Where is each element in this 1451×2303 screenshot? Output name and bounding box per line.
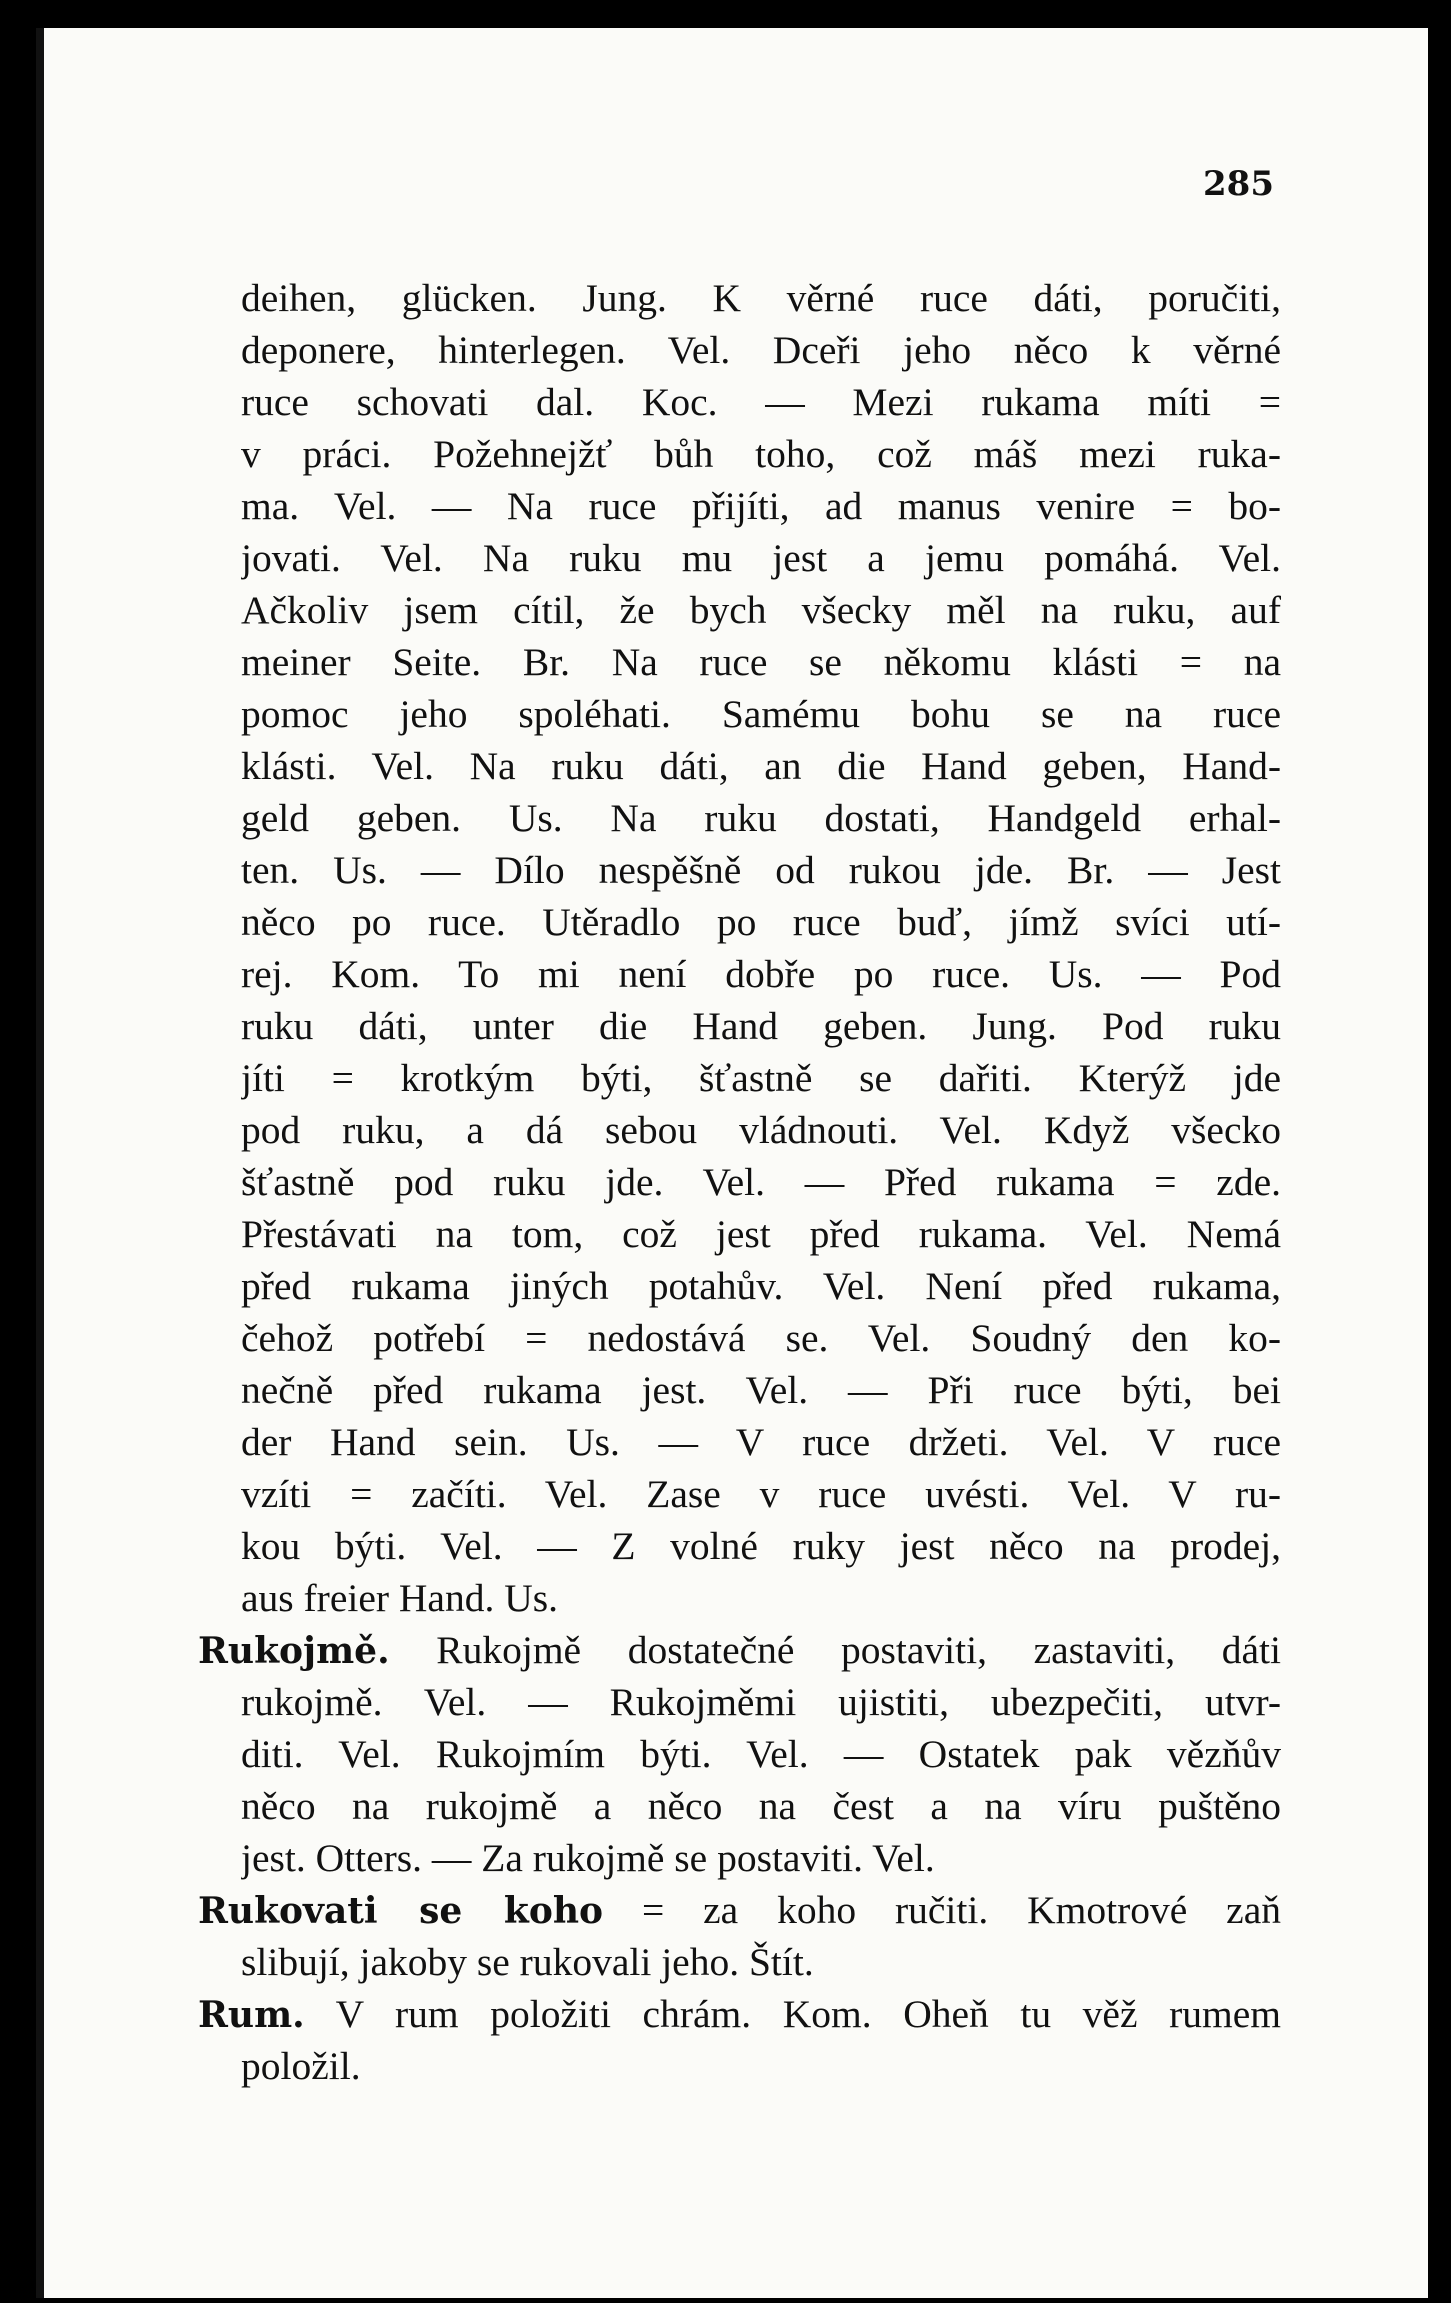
text-line: v práci. Požehnejžť bůh toho, což máš mezi ruka- [241, 432, 1281, 476]
entry-rum [198, 1988, 1281, 2092]
entry-first-line-text: V rum položiti chrám. Kom. Oheň tu věž rumem [335, 1992, 1281, 2036]
entry-first-line-text: Rukojmě dostatečné postaviti, zastaviti, dáti [436, 1628, 1281, 1672]
text-line: slibují, jakoby se rukovali jeho. Štít. [241, 1940, 814, 1984]
text-line: něco po ruce. Utěradlo po ruce buď, jímž svíci utí- [241, 900, 1281, 944]
text-line: Přestávati na tom, což jest před rukama. Vel. Nemá [241, 1212, 1281, 1256]
headword: Rum. [198, 1994, 305, 2036]
text-line: meiner Seite. Br. Na ruce se někomu klásti = na [241, 640, 1281, 684]
book-page [36, 28, 1428, 2298]
text-line: jest. Otters. — Za rukojmě se postaviti. Vel. [241, 1836, 935, 1880]
text-line: Ačkoliv jsem cítil, že bych všecky měl na ruku, auf [241, 588, 1281, 632]
entry-first-line [198, 1884, 1281, 1936]
text-line: ma. Vel. — Na ruce přijíti, ad manus venire = bo- [241, 484, 1281, 528]
entry-first-line-text: = za koho ručiti. Kmotrové zaň [641, 1888, 1281, 1932]
entry-first-line [198, 1988, 1281, 2040]
text-line: jíti = krotkým býti, šťastně se dařiti. Kterýž jde [241, 1056, 1281, 1100]
text-line: pod ruku, a dá sebou vládnouti. Vel. Když všecko [241, 1108, 1281, 1152]
text-line: der Hand sein. Us. — V ruce držeti. Vel. V ruce [241, 1420, 1281, 1464]
text-line: ten. Us. — Dílo nespěšně od rukou jde. Br. — Jest [241, 848, 1281, 892]
text-line: aus freier Hand. Us. [241, 1576, 558, 1620]
entry-rukovati [198, 1884, 1281, 1988]
text-line: kou býti. Vel. — Z volné ruky jest něco na prodej, [241, 1524, 1281, 1568]
text-line: ruce schovati dal. Koc. — Mezi rukama míti = [241, 380, 1281, 424]
text-line: čehož potřebí = nedostává se. Vel. Soudný den ko- [241, 1316, 1281, 1360]
text-line: diti. Vel. Rukojmím býti. Vel. — Ostatek pak vězňův [241, 1732, 1281, 1776]
entry-rukojme [198, 1624, 1281, 1884]
headword: Rukojmě. [198, 1630, 390, 1672]
text-line: vzíti = začíti. Vel. Zase v ruce uvésti. Vel. V ru- [241, 1472, 1281, 1516]
page-number: 285 [1203, 164, 1274, 204]
text-line: položil. [241, 2044, 361, 2088]
text-line: před rukama jiných potahův. Vel. Není před rukama, [241, 1264, 1281, 1308]
text-line: deihen, glücken. Jung. K věrné ruce dáti, poručiti, [241, 276, 1281, 320]
dictionary-text [198, 272, 1281, 2092]
text-line: nečně před rukama jest. Vel. — Při ruce býti, bei [241, 1368, 1281, 1412]
entry-first-line [198, 1624, 1281, 1676]
text-line: rukojmě. Vel. — Rukojměmi ujistiti, ubezpečiti, utvr- [241, 1680, 1281, 1724]
text-line: šťastně pod ruku jde. Vel. — Před rukama = zde. [241, 1160, 1281, 1204]
text-line: deponere, hinterlegen. Vel. Dceři jeho něco k věrné [241, 328, 1281, 372]
page-edge-shadow [36, 28, 44, 2298]
text-line: ruku dáti, unter die Hand geben. Jung. Pod ruku [241, 1004, 1281, 1048]
text-line: rej. Kom. To mi není dobře po ruce. Us. — Pod [241, 952, 1281, 996]
headword: Rukovati se koho [198, 1890, 604, 1932]
text-line: klásti. Vel. Na ruku dáti, an die Hand geben, Hand- [241, 744, 1281, 788]
entry-continuation [241, 272, 1281, 1624]
text-line: něco na rukojmě a něco na čest a na víru puštěno [241, 1784, 1281, 1828]
text-line: jovati. Vel. Na ruku mu jest a jemu pomáhá. Vel. [241, 536, 1281, 580]
text-line: geld geben. Us. Na ruku dostati, Handgeld erhal- [241, 796, 1281, 840]
text-line: pomoc jeho spoléhati. Samému bohu se na ruce [241, 692, 1281, 736]
